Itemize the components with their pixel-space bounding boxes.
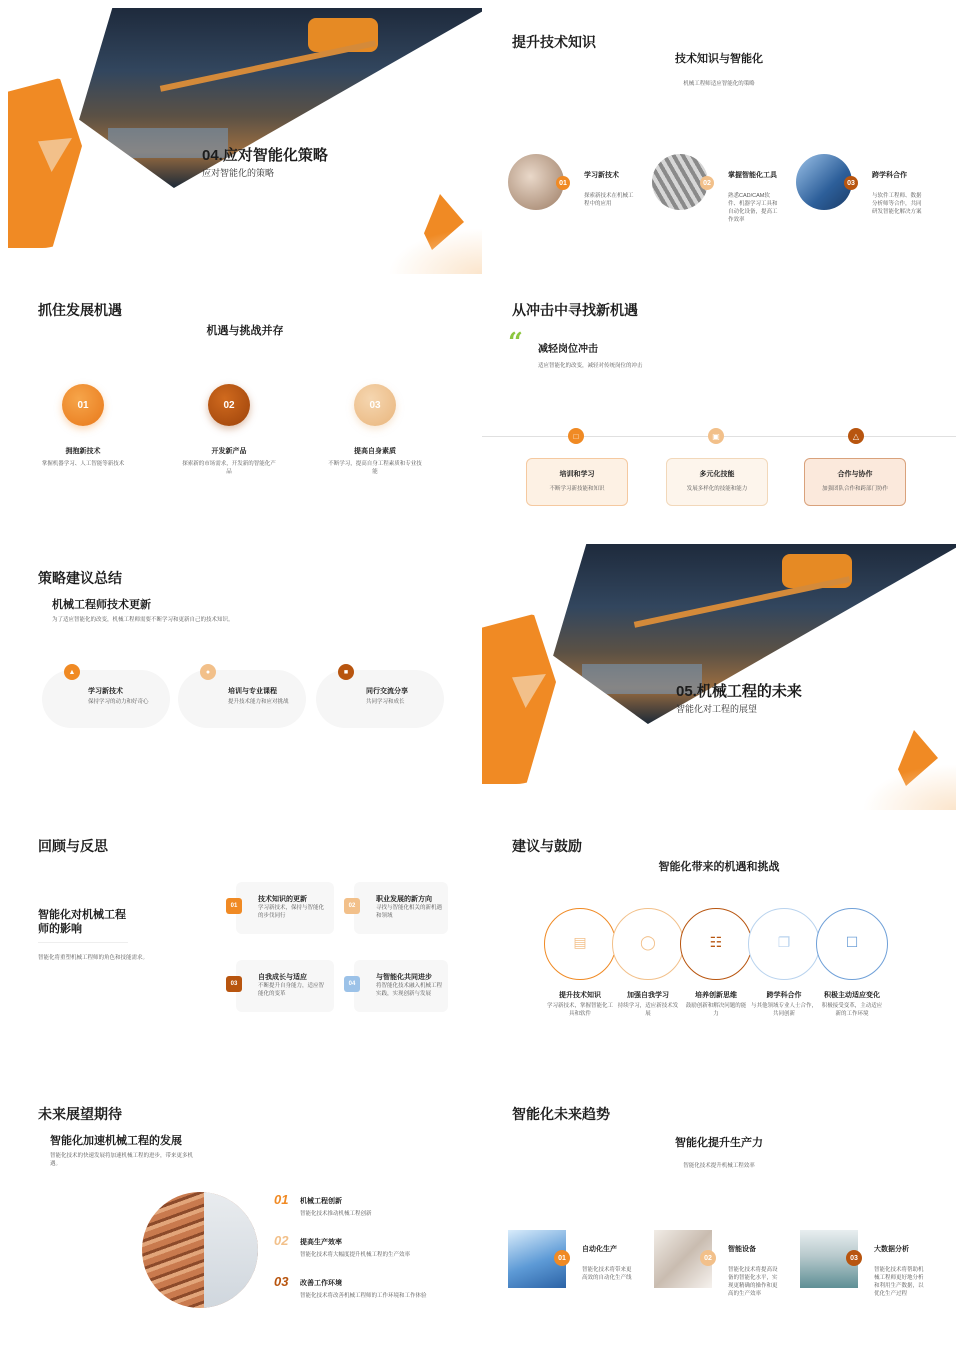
- step-text-2: 探索新的市场需求，开发新的智能化产品: [182, 461, 276, 475]
- step-text-1: 掌握机器学习、人工智能等新技术: [41, 461, 125, 467]
- slide-title: 智能化未来趋势: [512, 1106, 610, 1122]
- section-subtitle: 应对智能化的策略: [202, 168, 275, 178]
- file-p-icon: ☐: [845, 934, 859, 950]
- slide-review: [8, 812, 482, 1078]
- advice-text-2: 持续学习，适应新技术发展: [617, 1003, 679, 1017]
- section-title: 04.应对智能化策略: [202, 147, 328, 164]
- document-icon: ▤: [573, 934, 587, 950]
- advice-label-5: 积极主动适应变化: [824, 992, 880, 999]
- card-label: 自我成长与适应: [258, 974, 307, 981]
- slide-strategy-summary: [8, 544, 482, 810]
- slide-title: 策略建议总结: [38, 570, 122, 586]
- trend-text-3: 智能化技术将帮助机械工程师更好地分析和利用生产数据，以优化生产过程: [874, 1267, 924, 1297]
- slide-opportunities: [8, 276, 482, 542]
- slide-section-05: [482, 544, 956, 810]
- advice-text-3: 鼓励创新和解决问题的能力: [685, 1003, 747, 1017]
- card-icon-3: ■: [338, 664, 354, 680]
- item-text-2: 熟悉CAD/CAM软件、机器学习工具和自动化设备，提高工作效率: [728, 193, 778, 223]
- review-card-1: [230, 882, 334, 934]
- card-label: 学习新技术: [88, 688, 123, 695]
- card-text: 不断学习新技能和知识: [549, 486, 605, 492]
- item-text-1: 探索新技术在机械工程中的应用: [584, 193, 634, 207]
- trend-number-3: 03: [846, 1250, 862, 1266]
- timeline-dot-2: ▣: [708, 428, 724, 444]
- card-text: 学习新技术，保持与智能化的步伐同行: [258, 905, 325, 919]
- section-title: 05.机械工程的未来: [676, 683, 802, 700]
- section-subtitle: 智能化对工程的展望: [676, 704, 758, 714]
- outlook-label-3: 改善工作环境: [300, 1280, 342, 1287]
- step-text-3: 不断学习，提高自身工程素质和专业技能: [328, 461, 422, 475]
- card-text: 加强团队合作和跨部门协作: [821, 486, 888, 492]
- card-label: 合作与协作: [837, 471, 873, 478]
- outlook-label-1: 机械工程创新: [300, 1198, 342, 1205]
- item-number-1: 01: [556, 176, 570, 190]
- step-label-1: 拥抱新技术: [65, 448, 101, 455]
- card-label: 同行交流分享: [366, 688, 408, 695]
- item-label-1: 学习新技术: [584, 172, 619, 179]
- heading-divider: [38, 942, 128, 943]
- outlook-number-2: 02: [274, 1233, 289, 1248]
- card-label: 职业发展的新方向: [376, 896, 432, 903]
- summary-card-2: [178, 670, 306, 728]
- quote-desc: 适应智能化的改变，减轻对传统岗位的冲击: [538, 363, 643, 369]
- slide-title: 提升技术知识: [512, 34, 596, 50]
- quote-icon: “: [508, 328, 523, 358]
- advice-label-4: 跨学科合作: [766, 992, 802, 999]
- outlook-text-1: 智能化技术推动机械工程创新: [300, 1211, 372, 1217]
- card-label: 培训和学习: [559, 471, 595, 478]
- card-number: 02: [344, 898, 360, 914]
- card-icon-1: ▲: [64, 664, 80, 680]
- review-card-3: [230, 960, 334, 1012]
- trend-text-2: 智能化技术将提高设备的智能化水平，实现更精确的操作和更高的生产效率: [728, 1267, 778, 1297]
- slide-new-opportunity: [482, 276, 956, 542]
- outlook-label-2: 提高生产效率: [300, 1239, 342, 1246]
- card-text: 保持学习的动力和好奇心: [88, 699, 149, 705]
- card-number: 03: [226, 976, 242, 992]
- slide-heading: 智能化加速机械工程的发展: [50, 1135, 182, 1147]
- step-circle-1: 01: [62, 384, 104, 426]
- card-label: 培训与专业课程: [228, 688, 277, 695]
- slide-heading: 机械工程师技术更新: [52, 599, 151, 611]
- review-card-4: [348, 960, 448, 1012]
- timeline-card-2: [666, 458, 768, 506]
- card-text: 寻找与智能化相关的新机遇和领域: [376, 905, 443, 919]
- advice-label-3: 培养创新思维: [695, 992, 737, 999]
- copy-icon: ❐: [777, 934, 791, 950]
- item-text-3: 与软件工程师、数据分析师等合作，共同研发智能化解决方案: [872, 193, 922, 215]
- orange-accent-shape: [8, 78, 82, 248]
- outlook-number-1: 01: [274, 1192, 289, 1207]
- trend-label-2: 智能设备: [728, 1246, 756, 1253]
- card-number: 04: [344, 976, 360, 992]
- slide-desc: 智能化将重塑机械工程师的角色和技能需求。: [38, 955, 149, 961]
- slide-desc: 智能化技术的快速发展将加速机械工程的进步，带来更多机遇。: [50, 1153, 194, 1167]
- slide-title: 抓住发展机遇: [38, 302, 122, 318]
- slide-section-04: [8, 8, 482, 274]
- timeline-dot-1: □: [568, 428, 584, 444]
- outlook-text-2: 智能化技术将大幅度提升机械工程的生产效率: [300, 1252, 411, 1258]
- outlook-text-3: 智能化技术将改善机械工程师的工作环境和工作体验: [300, 1293, 427, 1299]
- timeline-dot-3: △: [848, 428, 864, 444]
- slide-title: 从冲击中寻找新机遇: [512, 302, 638, 318]
- trend-number-1: 01: [554, 1250, 570, 1266]
- fade-corner: [388, 228, 482, 274]
- outlook-number-3: 03: [274, 1274, 289, 1289]
- card-number: 01: [226, 898, 242, 914]
- card-text: 将智能化技术融入机械工程实践，实现创新与发展: [376, 983, 443, 997]
- advice-label-1: 提升技术知识: [559, 992, 601, 999]
- item-label-3: 跨学科合作: [872, 172, 907, 179]
- slide-desc: 智能化技术提升机械工程效率: [683, 1163, 755, 1169]
- card-text: 共同学习和成长: [366, 699, 405, 705]
- card-label: 与智能化共同进步: [376, 974, 432, 981]
- slide-title: 回顾与反思: [38, 838, 108, 854]
- summary-card-1: [42, 670, 170, 728]
- slide-heading: 智能化提升生产力: [675, 1137, 763, 1149]
- slide-tech-knowledge: [482, 8, 956, 274]
- trend-label-1: 自动化生产: [582, 1246, 617, 1253]
- timeline-card-1: [526, 458, 628, 506]
- slide-future-outlook: [8, 1080, 482, 1346]
- advice-text-4: 与其他领域专业人士合作，共同创新: [750, 1003, 817, 1017]
- step-label-3: 提高自身素质: [354, 448, 396, 455]
- fade-corner: [862, 764, 956, 810]
- trend-label-3: 大数据分析: [874, 1246, 909, 1253]
- slide-heading: 技术知识与智能化: [675, 53, 763, 65]
- review-card-2: [348, 882, 448, 934]
- card-text: 不断提升自身能力，适应智能化的变革: [258, 983, 325, 997]
- summary-card-3: [316, 670, 444, 728]
- item-number-2: 02: [700, 176, 714, 190]
- slide-heading: 机遇与挑战并存: [206, 325, 284, 337]
- item-label-2: 掌握智能化工具: [728, 172, 777, 179]
- trend-text-1: 智能化技术将带来更高效的自动化生产线: [582, 1267, 632, 1281]
- item-number-3: 03: [844, 176, 858, 190]
- advice-label-2: 加强自我学习: [627, 992, 669, 999]
- person-icon: ◯: [640, 934, 656, 950]
- slide-title: 建议与鼓励: [512, 838, 582, 854]
- building-photo: [142, 1192, 258, 1308]
- slide-heading: 智能化带来的机遇和挑战: [658, 861, 780, 873]
- quote-heading: 减轻岗位冲击: [538, 344, 598, 355]
- trend-number-2: 02: [700, 1250, 716, 1266]
- orange-accent-shape: [482, 614, 556, 784]
- slide-future-trends: [482, 1080, 956, 1346]
- step-circle-3: 03: [354, 384, 396, 426]
- card-label: 多元化技能: [699, 471, 735, 478]
- card-label: 技术知识的更新: [258, 896, 307, 903]
- slide-advice: [482, 812, 956, 1078]
- card-text: 提升技术能力和应对挑战: [228, 699, 289, 705]
- card-icon-2: ●: [200, 664, 216, 680]
- advice-text-1: 学习新技术，掌握智能化工具和软件: [546, 1003, 613, 1017]
- slide-heading: 智能化对机械工程师的影响: [38, 909, 126, 935]
- slide-desc: 机械工程师适应智能化的策略: [683, 81, 755, 87]
- step-circle-2: 02: [208, 384, 250, 426]
- card-text: 发展多样化的技能和能力: [686, 486, 748, 492]
- slide-desc: 为了适应智能化的改变，机械工程师需要不断学习和更新自己的技术知识。: [52, 617, 234, 623]
- timeline-card-3: [804, 458, 906, 506]
- step-label-2: 开发新产品: [211, 448, 247, 455]
- network-icon: ☷: [709, 934, 723, 950]
- advice-text-5: 积极接受变革，主动适应新的工作环境: [821, 1003, 883, 1017]
- slide-title: 未来展望期待: [38, 1106, 122, 1122]
